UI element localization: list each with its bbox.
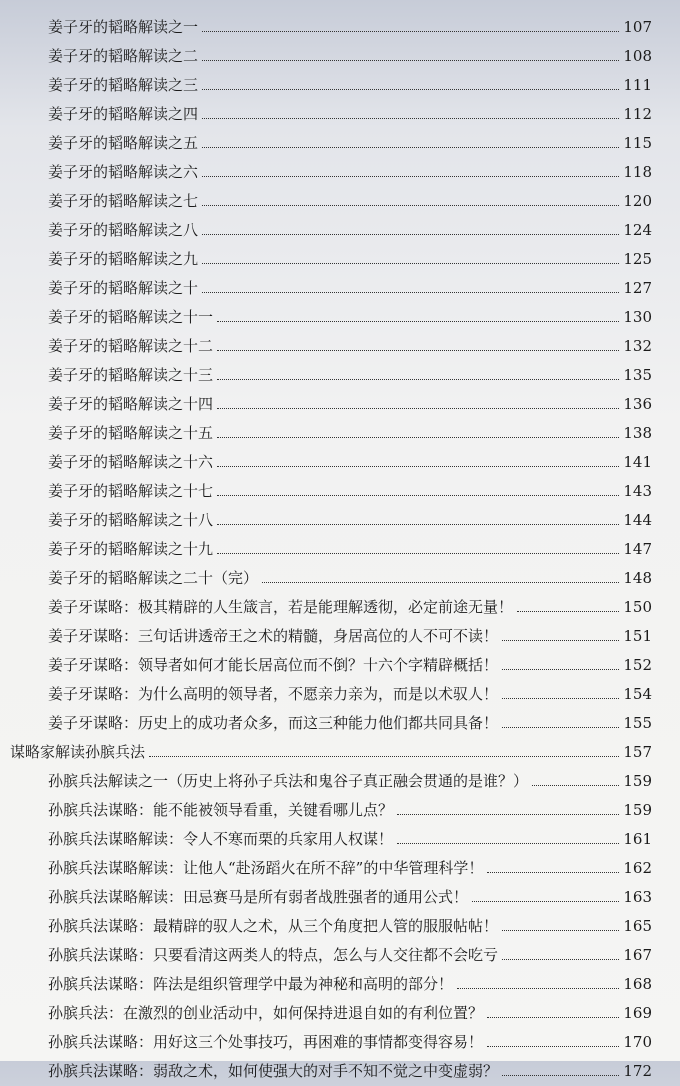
toc-entry-page-number: 167 <box>623 946 652 964</box>
toc-entry-title: 姜子牙的韬略解读之一 <box>48 18 199 36</box>
dot-leader <box>502 930 619 931</box>
dot-leader <box>202 147 619 148</box>
dot-leader <box>202 60 619 61</box>
toc-entry-title: 谋略家解读孙膑兵法 <box>10 743 146 761</box>
toc-entry-page-number: 157 <box>623 743 652 761</box>
toc-entry-title: 姜子牙的韬略解读之十二 <box>48 337 214 355</box>
toc-entry-title: 孙膑兵法谋略：能不能被领导看重，关键看哪儿点？ <box>48 801 394 819</box>
dot-leader <box>502 727 619 728</box>
toc-entry-title: 姜子牙的韬略解读之九 <box>48 250 199 268</box>
toc-entry[interactable] <box>0 1057 680 1086</box>
toc-entry[interactable] <box>0 796 680 825</box>
toc-entry-title: 姜子牙的韬略解读之十八 <box>48 511 214 529</box>
dot-leader <box>397 814 619 815</box>
toc-entry-page-number: 161 <box>623 830 652 848</box>
toc-entry[interactable] <box>0 854 680 883</box>
toc-entry-title: 孙膑兵法谋略：最精辟的驭人之术，从三个角度把人管的服服帖帖！ <box>48 917 499 935</box>
toc-entry[interactable] <box>0 941 680 970</box>
dot-leader <box>502 640 619 641</box>
toc-entry-page-number: 130 <box>623 308 652 326</box>
toc-entry-title: 姜子牙的韬略解读之十 <box>48 279 199 297</box>
toc-entry-page-number: 168 <box>623 975 652 993</box>
toc-entry-title: 孙膑兵法谋略：阵法是组织管理学中最为神秘和高明的部分！ <box>48 975 454 993</box>
toc-entry-title: 姜子牙的韬略解读之十五 <box>48 424 214 442</box>
toc-entry[interactable] <box>0 622 680 651</box>
dot-leader <box>217 408 619 409</box>
toc-entry-page-number: 120 <box>623 192 652 210</box>
toc-entry[interactable] <box>0 274 680 303</box>
toc-entry-page-number: 135 <box>623 366 652 384</box>
toc-entry[interactable] <box>0 332 680 361</box>
toc-entry[interactable] <box>0 42 680 71</box>
toc-entry-title: 姜子牙的韬略解读之十七 <box>48 482 214 500</box>
toc-entry-page-number: 170 <box>623 1033 652 1051</box>
toc-entry-title: 姜子牙的韬略解读之五 <box>48 134 199 152</box>
toc-entry[interactable] <box>0 506 680 535</box>
toc-entry[interactable] <box>0 187 680 216</box>
dot-leader <box>217 524 619 525</box>
toc-entry-page-number: 169 <box>623 1004 652 1022</box>
toc-entry[interactable] <box>0 419 680 448</box>
toc-entry-page-number: 147 <box>623 540 652 558</box>
toc-entry-page-number: 155 <box>623 714 652 732</box>
toc-entry[interactable] <box>0 593 680 622</box>
toc-entry[interactable] <box>0 100 680 129</box>
dot-leader <box>487 872 619 873</box>
toc-entry-page-number: 152 <box>623 656 652 674</box>
toc-entry-page-number: 108 <box>623 47 652 65</box>
toc-entry[interactable] <box>0 361 680 390</box>
toc-entry-page-number: 132 <box>623 337 652 355</box>
dot-leader <box>517 611 619 612</box>
toc-entry-page-number: 159 <box>623 772 652 790</box>
dot-leader <box>217 466 619 467</box>
toc-entry-page-number: 136 <box>623 395 652 413</box>
toc-entry[interactable] <box>0 158 680 187</box>
toc-entry-page-number: 138 <box>623 424 652 442</box>
toc-entry-page-number: 148 <box>623 569 652 587</box>
toc-entry-title: 孙膑兵法：在激烈的创业活动中，如何保持进退自如的有利位置？ <box>48 1004 484 1022</box>
toc-entry-title: 姜子牙谋略：领导者如何才能长居高位而不倒？十六个字精辟概括！ <box>48 656 499 674</box>
toc-entry-page-number: 127 <box>623 279 652 297</box>
dot-leader <box>502 698 619 699</box>
toc-entry[interactable] <box>0 709 680 738</box>
toc-entry[interactable] <box>0 71 680 100</box>
toc-entry[interactable] <box>0 477 680 506</box>
toc-entry[interactable] <box>0 825 680 854</box>
dot-leader <box>502 669 619 670</box>
dot-leader <box>202 234 619 235</box>
toc-entry[interactable] <box>0 651 680 680</box>
toc-entry[interactable] <box>0 912 680 941</box>
toc-entry-title: 孙膑兵法谋略：用好这三个处事技巧，再困难的事情都变得容易！ <box>48 1033 484 1051</box>
toc-entry-page-number: 159 <box>623 801 652 819</box>
toc-entry-page-number: 111 <box>623 76 652 94</box>
toc-entry-page-number: 172 <box>623 1062 652 1080</box>
toc-entry[interactable] <box>0 13 680 42</box>
toc-entry[interactable] <box>0 1028 680 1057</box>
toc-section-entry[interactable] <box>0 738 680 767</box>
toc-entry[interactable] <box>0 970 680 999</box>
toc-entry[interactable] <box>0 564 680 593</box>
toc-entry[interactable] <box>0 767 680 796</box>
toc-entry[interactable] <box>0 680 680 709</box>
dot-leader <box>217 553 619 554</box>
dot-leader <box>202 31 619 32</box>
toc-entry-page-number: 107 <box>623 18 652 36</box>
toc-entry[interactable] <box>0 535 680 564</box>
toc-entry-title: 姜子牙谋略：极其精辟的人生箴言，若是能理解透彻，必定前途无量！ <box>48 598 514 616</box>
toc-entry[interactable] <box>0 883 680 912</box>
toc-entry-title: 姜子牙的韬略解读之六 <box>48 163 199 181</box>
toc-entry-title: 孙膑兵法解读之一（历史上将孙子兵法和鬼谷子真正融会贯通的是谁？） <box>48 772 529 790</box>
dot-leader <box>472 901 619 902</box>
dot-leader <box>202 176 619 177</box>
dot-leader <box>202 118 619 119</box>
toc-entry[interactable] <box>0 448 680 477</box>
dot-leader <box>262 582 619 583</box>
toc-entry[interactable] <box>0 303 680 332</box>
toc-entry-title: 姜子牙的韬略解读之七 <box>48 192 199 210</box>
dot-leader <box>217 437 619 438</box>
toc-entry-title: 孙膑兵法谋略：弱敌之术，如何使强大的对手不知不觉之中变虚弱？ <box>48 1062 499 1080</box>
dot-leader <box>487 1017 619 1018</box>
toc-entry-title: 姜子牙的韬略解读之十三 <box>48 366 214 384</box>
toc-entry-title: 姜子牙谋略：为什么高明的领导者，不愿亲力亲为，而是以术驭人！ <box>48 685 499 703</box>
toc-entry-title: 姜子牙的韬略解读之二十（完） <box>48 569 259 587</box>
dot-leader <box>502 1075 619 1076</box>
toc-entry-page-number: 154 <box>623 685 652 703</box>
dot-leader <box>217 379 619 380</box>
dot-leader <box>457 988 619 989</box>
toc-entry-page-number: 125 <box>623 250 652 268</box>
toc-entry-title: 姜子牙的韬略解读之十六 <box>48 453 214 471</box>
dot-leader <box>217 350 619 351</box>
toc-entry-page-number: 144 <box>623 511 652 529</box>
toc-entry-page-number: 124 <box>623 221 652 239</box>
dot-leader <box>397 843 619 844</box>
dot-leader <box>217 321 619 322</box>
toc-entry[interactable] <box>0 245 680 274</box>
toc-entry-page-number: 162 <box>623 859 652 877</box>
toc-entry-title: 姜子牙谋略：三句话讲透帝王之术的精髓，身居高位的人不可不读！ <box>48 627 499 645</box>
toc-entry-page-number: 115 <box>623 134 652 152</box>
toc-entry-title: 孙膑兵法谋略解读：令人不寒而栗的兵家用人权谋！ <box>48 830 394 848</box>
dot-leader <box>487 1046 619 1047</box>
toc-entry-page-number: 143 <box>623 482 652 500</box>
toc-entry[interactable] <box>0 390 680 419</box>
toc-entry-page-number: 118 <box>623 163 652 181</box>
dot-leader <box>217 495 619 496</box>
toc-entry-title: 孙膑兵法谋略解读：田忌赛马是所有弱者战胜强者的通用公式！ <box>48 888 469 906</box>
dot-leader <box>202 263 619 264</box>
toc-entry-page-number: 141 <box>623 453 652 471</box>
dot-leader <box>149 756 619 757</box>
toc-entry-title: 姜子牙的韬略解读之四 <box>48 105 199 123</box>
toc-entry-title: 姜子牙谋略：历史上的成功者众多，而这三种能力他们都共同具备！ <box>48 714 499 732</box>
toc-entry-page-number: 150 <box>623 598 652 616</box>
toc-entry-title: 孙膑兵法谋略解读：让他人“赴汤蹈火在所不辞”的中华管理科学！ <box>48 859 484 877</box>
dot-leader <box>202 205 619 206</box>
toc-entry-title: 姜子牙的韬略解读之十四 <box>48 395 214 413</box>
toc-entry[interactable] <box>0 999 680 1028</box>
toc-entry-page-number: 163 <box>623 888 652 906</box>
toc-entry-title: 孙膑兵法谋略：只要看清这两类人的特点，怎么与人交往都不会吃亏 <box>48 946 499 964</box>
toc-entry-title: 姜子牙的韬略解读之八 <box>48 221 199 239</box>
dot-leader <box>202 292 619 293</box>
toc-entry[interactable] <box>0 216 680 245</box>
toc-entry-title: 姜子牙的韬略解读之三 <box>48 76 199 94</box>
toc-entry-title: 姜子牙的韬略解读之二 <box>48 47 199 65</box>
toc-entry-title: 姜子牙的韬略解读之十九 <box>48 540 214 558</box>
dot-leader <box>502 959 619 960</box>
toc-entry-page-number: 165 <box>623 917 652 935</box>
toc-entry-title: 姜子牙的韬略解读之十一 <box>48 308 214 326</box>
toc-entry-page-number: 112 <box>623 105 652 123</box>
toc-entry[interactable] <box>0 129 680 158</box>
dot-leader <box>202 89 619 90</box>
toc-entry-page-number: 151 <box>623 627 652 645</box>
dot-leader <box>532 785 619 786</box>
